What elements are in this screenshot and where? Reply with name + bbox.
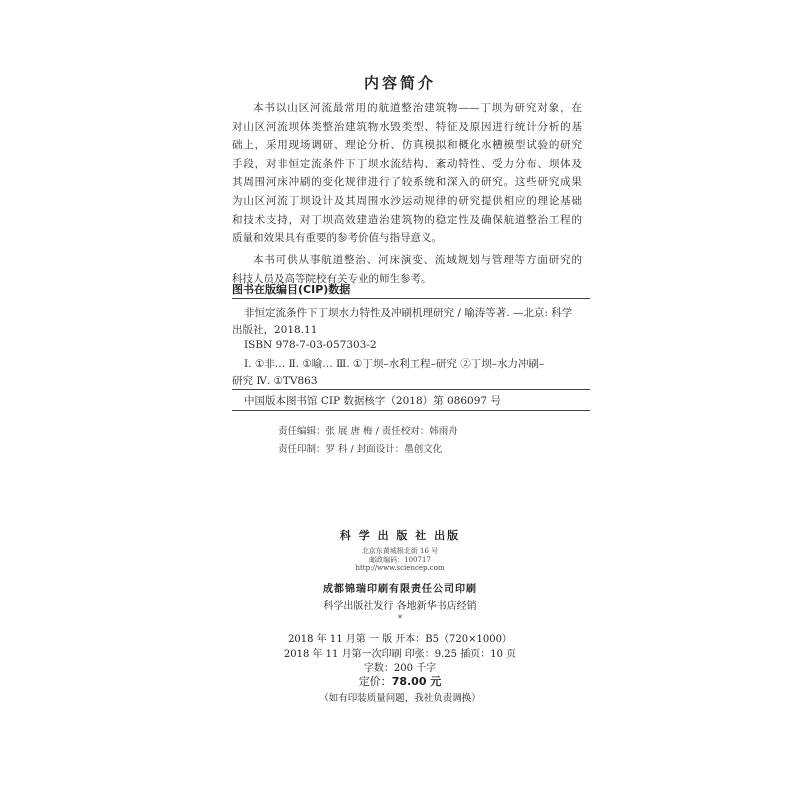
intro-text-line: 质量和效果具有重要的参考价值与指导意义。 (232, 232, 442, 245)
publisher-website: http://www.sciencep.com (355, 564, 445, 572)
printing-line: 2018 年 11 月第一次印刷 印张：9.25 插页：10 页 (283, 649, 517, 660)
editor-credits: 责任编辑：张 展 唐 梅 / 责任校对：韩雨舟 (278, 426, 458, 437)
intro-text-line: 本书以山区河流最常用的航道整治建筑物——丁坝为研究对象，在 (253, 102, 582, 114)
publisher-name: 科 学 出 版 社 出版 (339, 529, 461, 542)
publisher-postcode: 邮政编码：100717 (369, 556, 431, 564)
publisher-address: 北京东黄城根北街 16 号 (361, 547, 439, 555)
distribution-line: 科学出版社发行 各地新华书店经销 (323, 601, 477, 612)
cip-isbn: ISBN 978-7-03-057303-2 (244, 339, 377, 351)
price-label: 定价： (358, 675, 392, 688)
intro-heading: 内容简介 (363, 74, 436, 92)
printer-line: 成都锦瑞印刷有限责任公司印刷 (323, 584, 477, 595)
cip-top-rule (232, 298, 590, 299)
intro-text-line: 手段，对非恒定流条件下丁坝水流结构、紊动特性、受力分布、坝体及 (232, 157, 582, 170)
cip-library-number: 中国版本图书馆 CIP 数据核字（2018）第 086097 号 (244, 395, 501, 407)
price-value: 78.00 元 (391, 675, 442, 688)
edition-line: 2018 年 11 月第 一 版 开本：B5（720×1000） (288, 634, 512, 645)
cip-line: Ⅰ. ①非… Ⅱ. ①喻… Ⅲ. ①丁坝–水利工程–研究 ②丁坝–水力冲刷– (244, 358, 545, 370)
cip-bottom-rule (232, 410, 590, 411)
intro-text-line: 科技人员及高等院校有关专业的师生参考。 (232, 272, 432, 285)
word-count-line: 字数：200 千字 (363, 663, 437, 674)
intro-text-line: 础上，采用现场调研、理论分析、仿真模拟和概化水槽模型试验的研究 (232, 139, 582, 152)
price-line (0, 673, 800, 689)
cip-line: 研究 Ⅳ. ①TV863 (232, 375, 318, 387)
intro-text-line: 其周围河床冲刷的变化规律进行了较系统和深入的研究。这些研究成果 (232, 176, 582, 189)
intro-text-line: 为山区河流丁坝设计及其周围水沙运动规律的研究提供相应的理论基础 (232, 194, 582, 207)
cip-middle-rule (232, 389, 590, 390)
production-credits: 责任印制：罗 科 / 封面设计：墨创文化 (278, 444, 443, 455)
intro-text-line: 和技术支持，对丁坝高效建造治建筑物的稳定性及确保航道整治工程的 (232, 213, 582, 226)
cip-title: 图书在版编目(CIP)数据 (232, 283, 351, 296)
intro-paragraph-1 (232, 99, 582, 248)
cip-line: 出版社，2018.11 (232, 324, 318, 336)
intro-text-line: 本书可供从事航道整治、河床演变、流域规划与管理等方面研究的 (253, 254, 582, 266)
cip-line: 非恒定流条件下丁坝水力特性及冲刷机理研究 / 喻涛等著. —北京: 科学 (244, 307, 573, 319)
quality-notice: （如有印装质量问题，我社负责调换） (319, 693, 481, 704)
intro-text-line: 对山区河流坝体类整治建筑物水毁类型、特征及原因进行统计分析的基 (232, 120, 582, 133)
separator-star: * (398, 614, 402, 623)
